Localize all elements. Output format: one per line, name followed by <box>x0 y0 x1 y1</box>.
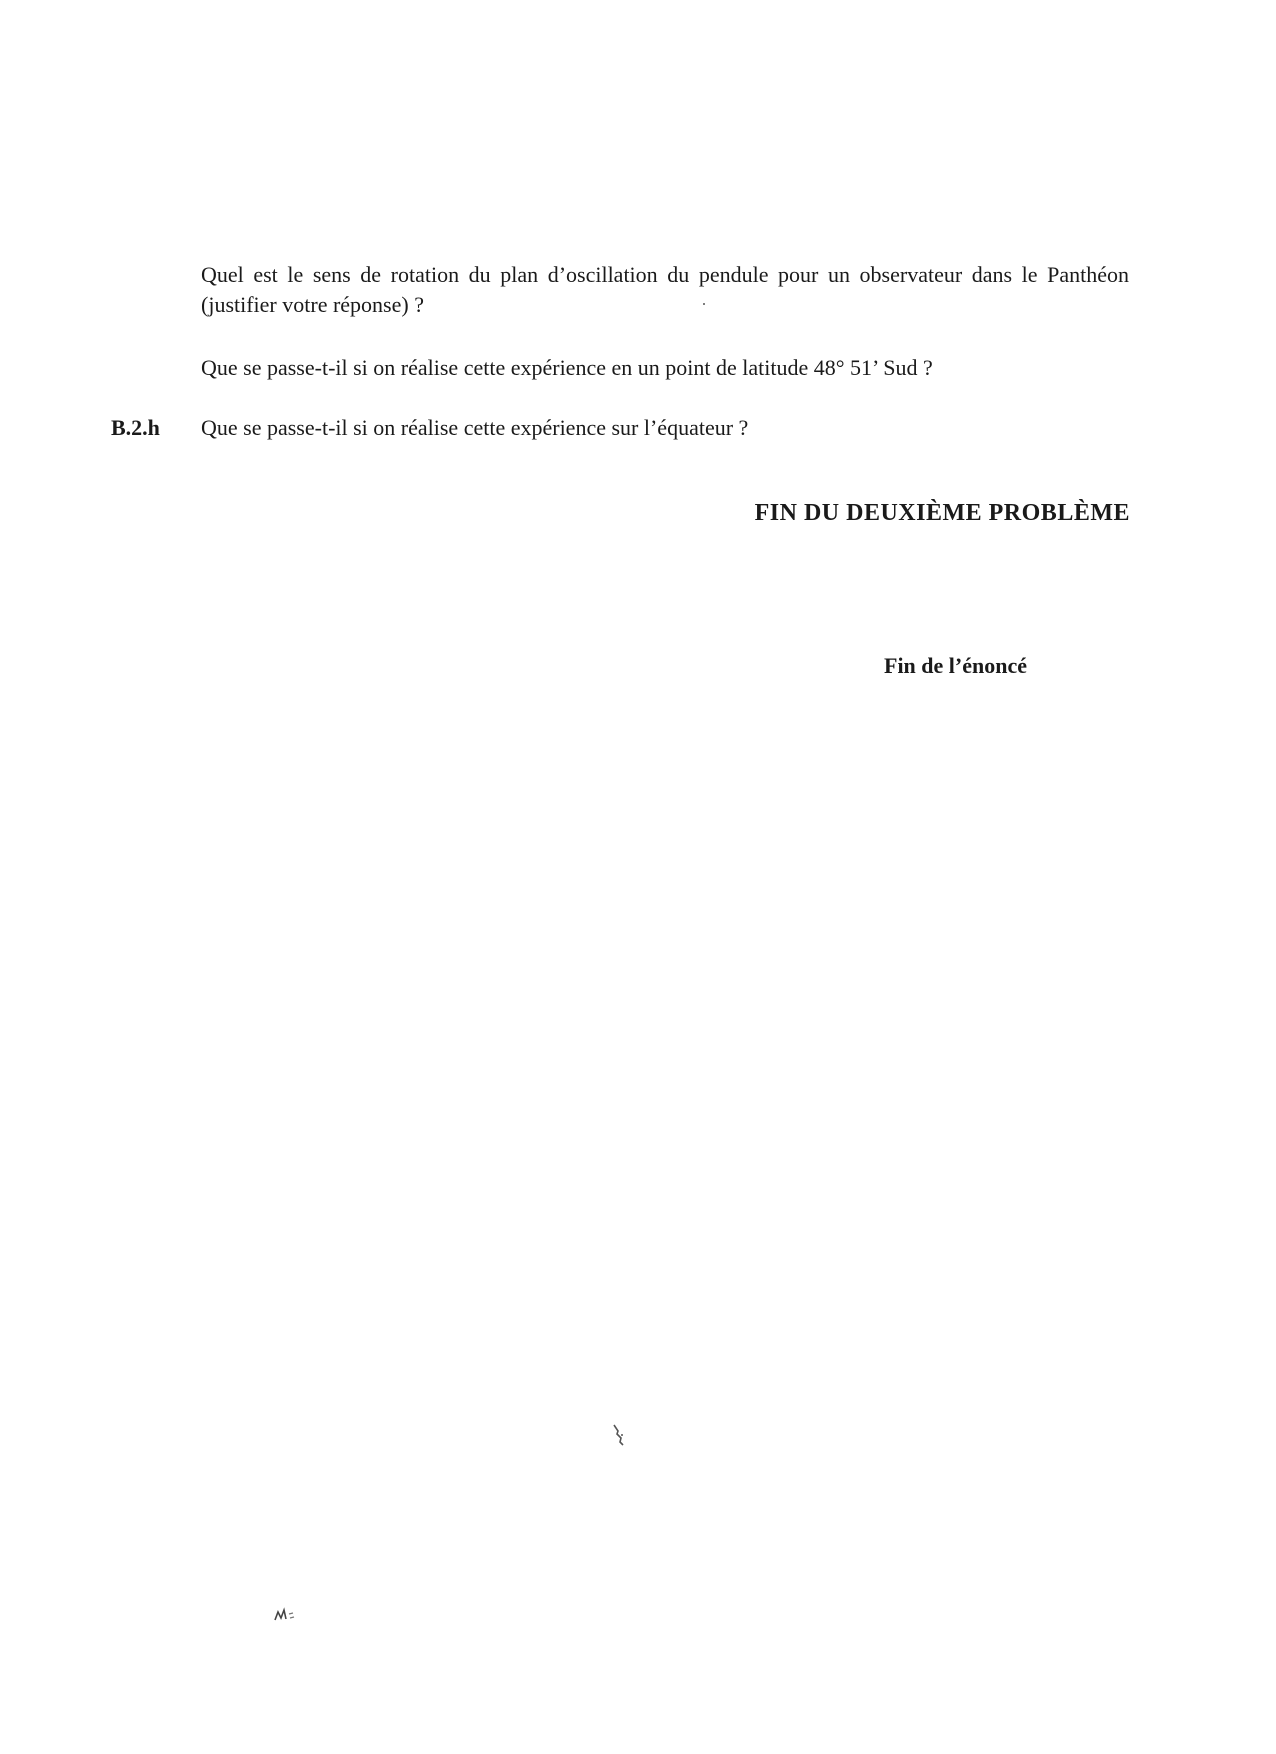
question-equator-text: Que se passe-t-il si on réalise cette expérience sur l’équateur ? <box>201 415 749 440</box>
end-of-statement: Fin de l’énoncé <box>884 653 1027 678</box>
scan-mark <box>612 1423 628 1447</box>
scan-speck <box>703 303 705 305</box>
paragraph-rotation-question: Quel est le sens de rotation du plan d’oscillation du pendule pour un observateur dans le Panthéon (justifier votre réponse) ? <box>201 262 1129 317</box>
paragraph-south-latitude-question: Que se passe-t-il si on réalise cette expérience en un point de latitude 48° 51’ Sud ? <box>201 355 933 380</box>
scan-initials-mark <box>272 1604 300 1624</box>
end-of-problem-title: FIN DU DEUXIÈME PROBLÈME <box>754 500 1130 526</box>
question-label: B.2.h <box>111 415 160 440</box>
